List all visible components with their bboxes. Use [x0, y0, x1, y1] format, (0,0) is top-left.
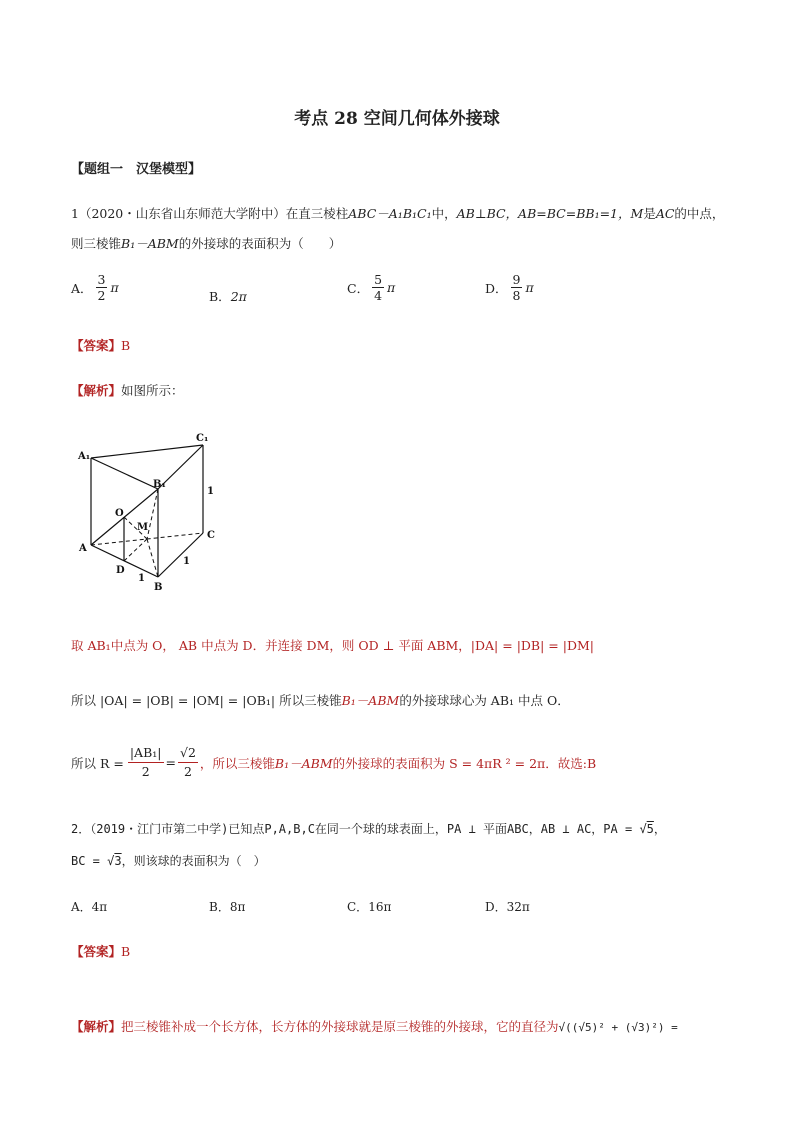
- label-len-cc1: 1: [207, 486, 214, 497]
- label-a1: A₁: [78, 451, 91, 462]
- label-d: D: [116, 565, 125, 576]
- label-c: C: [207, 530, 215, 541]
- label-m: M: [137, 522, 149, 533]
- label-o: O: [115, 508, 124, 519]
- label-b: B: [154, 582, 163, 593]
- segment-dm: [124, 539, 147, 561]
- q1-option-c: C． $\frac{5}{4}$ π: [347, 272, 396, 303]
- edge-bc: [158, 533, 203, 577]
- label-len-ab: 1: [138, 573, 145, 584]
- q2-analysis: 【解析】把三棱锥补成一个长方体，长方体的外接球就是原三棱锥的外接球，它的直径为√((√5)² + (√3)²) =: [71, 1019, 678, 1034]
- q2-option-c: C．16π: [347, 900, 392, 914]
- q1-solution-line1: 取 AB₁中点为 O， AB 中点为 D．并连接 DM，则 OD ⊥ 平面 ABM，|DA| = |DB| = |DM|: [71, 638, 594, 653]
- label-len-bc: 1: [183, 556, 190, 567]
- q1-solution-line2: 所以 |OA| = |OB| = |OM| = |OB₁| 所以三棱锥B₁－ABM的外接球球心为 AB₁ 中点 O．: [71, 693, 570, 708]
- q2-line1: 2．（2019・江门市第二中学)已知点P,A,B,C在同一个球的球表面上，PA ⊥ 平面ABC，AB ⊥ AC，PA = √5，: [71, 822, 666, 836]
- label-b1: B₁: [153, 479, 166, 490]
- prism-figure: [70, 425, 230, 600]
- q2-option-d: D．32π: [485, 900, 530, 914]
- segment-mb: [147, 539, 158, 577]
- q1-option-a: A． $\frac{3}{2}$ π: [71, 272, 119, 303]
- label-a: A: [79, 543, 87, 554]
- edge-a1b1: [91, 458, 158, 489]
- q1-line2: 则三棱锥B₁－ABM的外接球的表面积为（ ）: [71, 236, 342, 251]
- q1-answer: 【答案】B: [71, 338, 131, 353]
- q1-line1: 1（2020・山东省山东师范大学附中）在直三棱柱ABC－A₁B₁C₁中，AB⊥BC，AB=BC=BB₁=1，M是AC的中点，: [71, 206, 725, 221]
- q1-solution-line3: 所以 R = $\frac{\text{|AB₁|}}{2}$ = $\frac{√2}{2}$ ，所以三棱锥 B₁－ABM 的外接球的表面积为 S = 4πR ² = 2π．故选:B: [71, 745, 597, 779]
- q1-option-b: B． 2π: [209, 288, 247, 304]
- page-title: 考点 28 空间几何体外接球: [294, 109, 500, 129]
- q1-option-d: D． $\frac{9}{8}$ π: [485, 272, 534, 303]
- label-c1: C₁: [196, 433, 209, 444]
- q2-line2: BC = √3，则该球的表面积为（ ）: [71, 854, 266, 868]
- edge-a1c1: [91, 445, 203, 458]
- q1-analysis: 【解析】如图所示：: [71, 383, 184, 398]
- q2-answer: 【答案】B: [71, 944, 131, 959]
- q2-option-a: A．4π: [71, 900, 108, 914]
- q2-option-b: B．8π: [209, 900, 246, 914]
- group-heading: 【题组一 汉堡模型】: [71, 162, 202, 177]
